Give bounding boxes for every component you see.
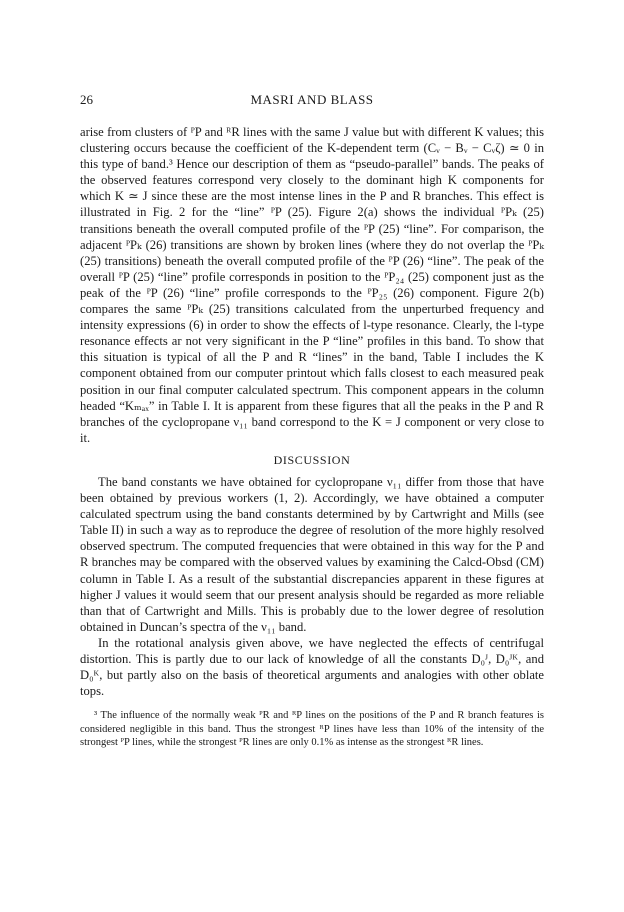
page-header — [80, 92, 544, 112]
running-head: MASRI AND BLASS — [250, 92, 374, 107]
paragraph-discussion-2: In the rotational analysis given above, we have neglected the effects of centrifugal distortion. This is partly due to our lack of knowledge of all the constants D₀ᴶ, D₀ᴶᴷ, and D₀ᴷ, but partly also on the basis of theoretical arguments and analogies with other oblate tops. — [80, 635, 544, 699]
paragraph-discussion-1: The band constants we have obtained for cyclopropane ν₁₁ differ from those that have been obtained by previous workers (1, 2). Accordingly, we have obtained a computer calculated spectrum using the band constants determined by by Cartwright and Mills (see Table II) in such a way as to reproduce the degree of resolution of the more highly resolved observed spectrum. The computed frequencies that were obtained in this way for the P and R branches may be compared with the observed values by examining the Calcd-Obsd (CM) column in Table I. As a result of the substantial discrepancies apparent in these figures at higher J values it would seem that our present analysis should be regarded as more reliable than that of Cartwright and Mills. This is probably due to the lower degree of resolution obtained in Duncan’s spectra of the ν₁₁ band. — [80, 474, 544, 634]
footnote: ³ The influence of the normally weak ᴾR and ᴿP lines on the positions of the P and R branch features is considered negligible in this band. Thus the strongest ᴿP lines have less than 10% of the intensity of the strongest ᴾP lines, while the strongest ᴾR lines are only 0.1% as intense as the strongest ᴿR lines. — [80, 710, 544, 749]
paragraph-continuation: arise from clusters of ᴾP and ᴿR lines with the same J value but with different K values; this clustering occurs because the coefficient of the K-dependent term (Cᵥ − Bᵥ − Cᵥζ) ≃ 0 in this type of band.³ Hence our description of them as “pseudo-parallel” bands. The peaks of the observed features correspond very closely to the dominant high K components for which K ≃ J since these are the most intense lines in the P and R branches. This effect is illustrated in Fig. 2 for the “line” ᴾP (25). Figure 2(a) shows the individual ᴾPₖ (25) transitions beneath the overall computed profile of the ᴾP (25) “line”. For comparison, the adjacent ᴾPₖ (26) transitions are shown by broken lines (where they do not overlap the ᴾPₖ (25) transitions) beneath the overall computed profile of the ᴾP (26) “line”. The peak of the overall ᴾP (25) “line” profile corresponds in position to the ᴾP₂₄ (25) component just as the peak of the ᴾP (26) “line” profile corresponds to the ᴾP₂₅ (26) component. Figure 2(b) compares the same ᴾPₖ (25) transitions calculated from the unperturbed frequency and intensity expressions (6) in order to show the effects of l-type resonance. Clearly, the l-type resonance effects ar not very significant in the P “line” profiles in this band. To show that this situation is typical of all the P and R “lines” in the band, Table I includes the K component obtained from our computer printout which falls closest to each measured peak position in our final computer calculated spectrum. This component appears in the column headed “Kₘₐₓ” in Table I. It is apparent from these figures that all the peaks in the P and R branches of the cyclopropane ν₁₁ band correspond to the K = J component or very close to it. — [80, 125, 544, 445]
body-text — [80, 124, 544, 760]
page-number: 26 — [80, 92, 93, 107]
section-heading: DISCUSSION — [273, 452, 351, 467]
